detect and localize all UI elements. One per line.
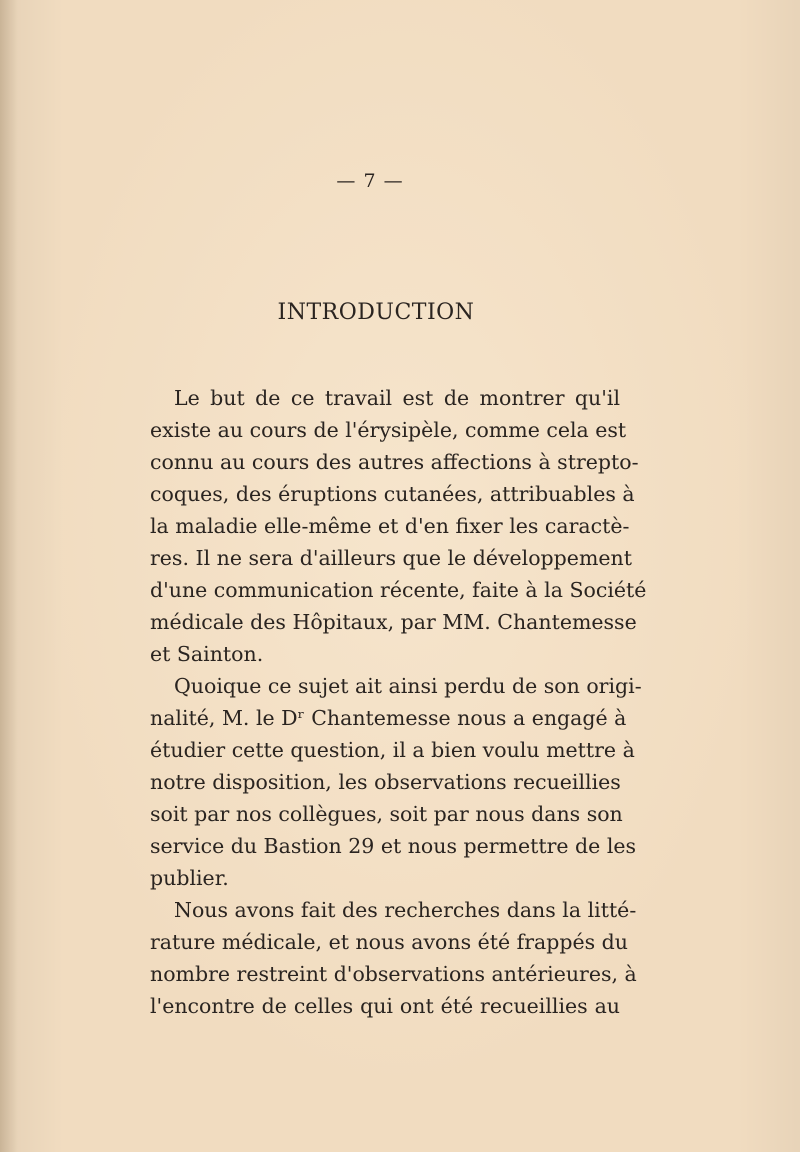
text-line: Quoique ce sujet ait ainsi perdu de son origi- — [174, 674, 642, 698]
text-line: rature médicale, et nous avons été frappés du — [150, 930, 629, 954]
text-line: res. Il ne sera d'ailleurs que le développement — [150, 546, 632, 570]
text-line: coques, des éruptions cutanées, attribuables à — [150, 482, 635, 506]
text-line: médicale des Hôpitaux, par MM. Chantemesse — [150, 610, 637, 634]
text-line: la maladie elle-même et d'en fixer les caractè- — [150, 514, 630, 538]
text-line: notre disposition, les observations recueillies — [150, 770, 621, 794]
text-line: nalité, M. le Dʳ Chantemesse nous a engagé à — [150, 706, 627, 730]
text-line: et Sainton. — [150, 642, 264, 666]
text-line: connu au cours des autres affections à strepto- — [150, 450, 639, 474]
text-line: publier. — [150, 866, 229, 890]
text-line: d'une communication récente, faite à la Société — [150, 578, 647, 602]
page-number: — 7 — — [336, 170, 404, 192]
body-text — [150, 382, 647, 1022]
text-line: existe au cours de l'érysipèle, comme cela est — [150, 418, 627, 442]
text-line: Nous avons fait des recherches dans la litté- — [174, 898, 637, 922]
text-line: l'encontre de celles qui ont été recueillies au — [150, 994, 620, 1018]
text-line: soit par nos collègues, soit par nous dans son — [150, 802, 623, 826]
text-line: étudier cette question, il a bien voulu mettre à — [150, 738, 635, 762]
text-line: service du Bastion 29 et nous permettre de les — [150, 834, 637, 858]
text-line: nombre restreint d'observations antérieures, à — [150, 962, 637, 986]
text-line: Le but de ce travail est de montrer qu'il — [174, 386, 620, 410]
section-heading: INTRODUCTION — [277, 300, 475, 325]
